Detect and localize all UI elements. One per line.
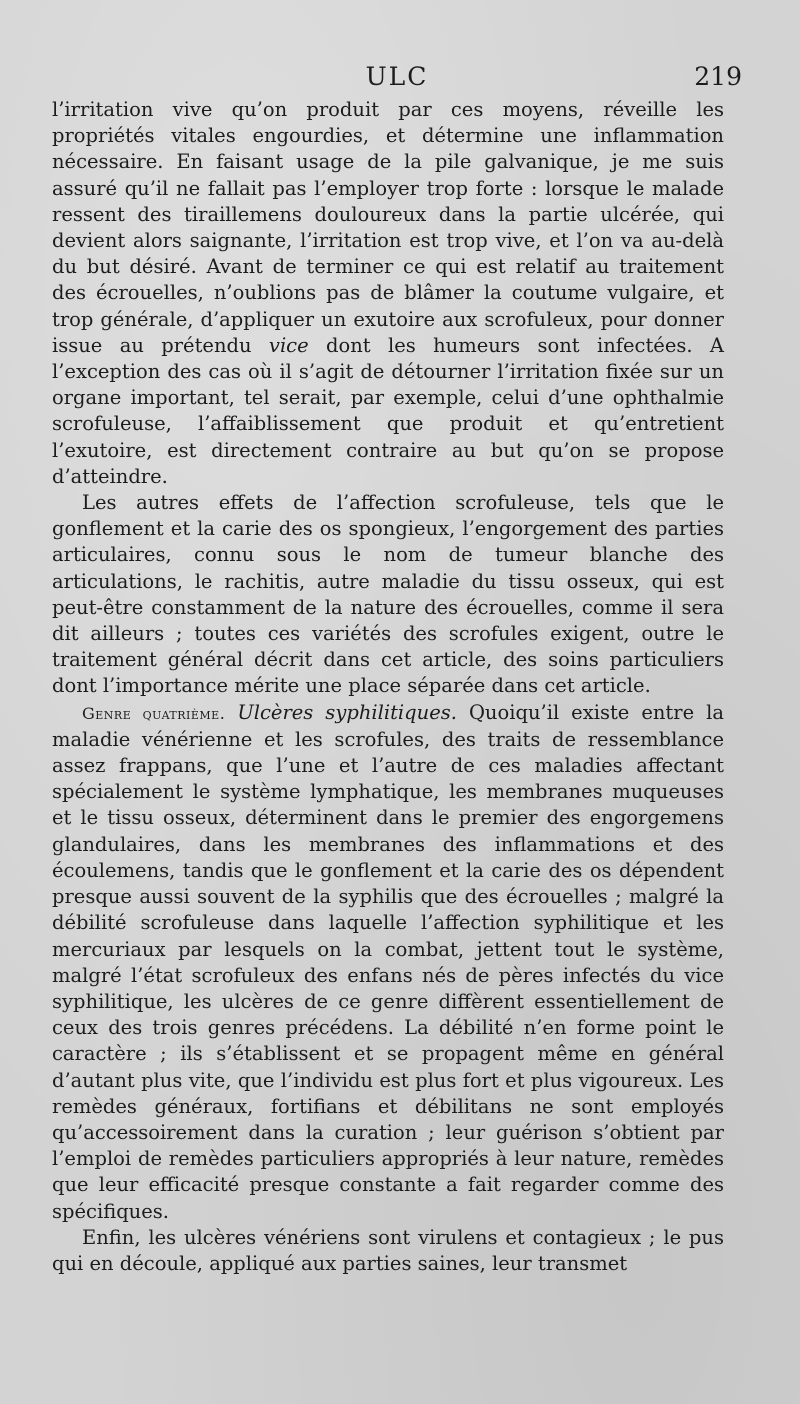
page-header bbox=[52, 62, 742, 96]
paragraph-1-text-end: dont les humeurs sont infectées. A l’exception des cas où il s’agit de détourner l’irritation fixée sur un organe important, tel serait, par exemple, celui d’une ophthalmie scrofuleuse, l’affaiblissement que produit et qu’entretient l’exutoire, est directement contraire au but qu’on se propose d’atteindre. bbox=[52, 333, 725, 488]
genre-title: Ulcères syphilitiques. bbox=[237, 700, 457, 724]
paragraph-4: Enfin, les ulcères vénériens sont virulens et contagieux ; le pus qui en découle, appliqué aux parties saines, leur transmet bbox=[52, 1225, 724, 1275]
running-head: ULC bbox=[365, 62, 429, 91]
body-text bbox=[52, 97, 724, 1277]
paragraph-2: Les autres effets de l’affection scrofuleuse, tels que le gonflement et la carie des os spongieux, l’engorgement des parties articulaires, connu sous le nom de tumeur blanche des articulations, le rachitis, autre maladie du tissu osseux, qui est peut-être constamment de la nature des écrouelles, comme il sera dit ailleurs ; toutes ces variétés des scrofules exigent, outre le traitement général décrit dans cet article, des soins particuliers dont l’importance mérite une place séparée dans cet article. bbox=[52, 491, 724, 698]
paragraph-1-italic-vice: vice bbox=[268, 333, 309, 357]
paragraph-1-text: l’irritation vive qu’on produit par ces moyens, réveille les propriétés vitales engourdies, et détermine une inflammation nécessaire. En faisant usage de la pile galvanique, je me suis assuré qu’il ne fallait pas l’employer trop forte : lorsque le malade ressent des tiraillemens douloureux dans la partie ulcérée, qui devient alors saignante, l’irritation est trop vive, et l’on va au-delà du but désiré. Avant de terminer ce qui est relatif au traitement des écrouelles, n’oublions pas de blâmer la coutume vulgaire, et trop générale, d’appliquer un exutoire aux scrofuleux, pour donner issue au prétendu bbox=[52, 98, 724, 357]
page-number: 219 bbox=[694, 62, 742, 91]
genre-label: Genre quatrième. bbox=[82, 703, 226, 723]
paragraph-genre-quatrieme bbox=[52, 700, 724, 1225]
paragraph-3-text: Quoiqu’il existe entre la maladie vénérienne et les scrofules, des traits de ressemblance assez frappans, que l’une et l’autre de ces maladies affectant spécialement le système lymphatique, les membranes muqueuses et le tissu osseux, déterminent dans le premier des engorgemens glandulaires, dans les membranes des inflammations et des écoulemens, tandis que le gonflement et la carie des os dépendent presque aussi souvent de la syphilis que des écrouelles ; malgré la débilité scrofuleuse dans laquelle l’affection syphilitique et les mercuriaux par lesquels on la combat, jettent tout le système, malgré l’état scrofuleux des enfans nés de pères infectés du vice syphilitique, les ulcères de ce genre diffèrent essentiellement de ceux des trois genres précédens. La débilité n’en forme point le caractère ; ils s’établissent et se propagent même en général d’autant plus vite, que l’individu est plus fort et plus vigoureux. Les remèdes généraux, fortifians et débilitans ne sont employés qu’accessoirement dans la curation ; leur guérison s’obtient par l’emploi de remèdes particuliers appropriés à leur nature, remèdes que leur efficacité presque constante a fait regarder comme des spécifiques. bbox=[52, 700, 724, 1223]
paragraph-continuation bbox=[52, 97, 724, 490]
